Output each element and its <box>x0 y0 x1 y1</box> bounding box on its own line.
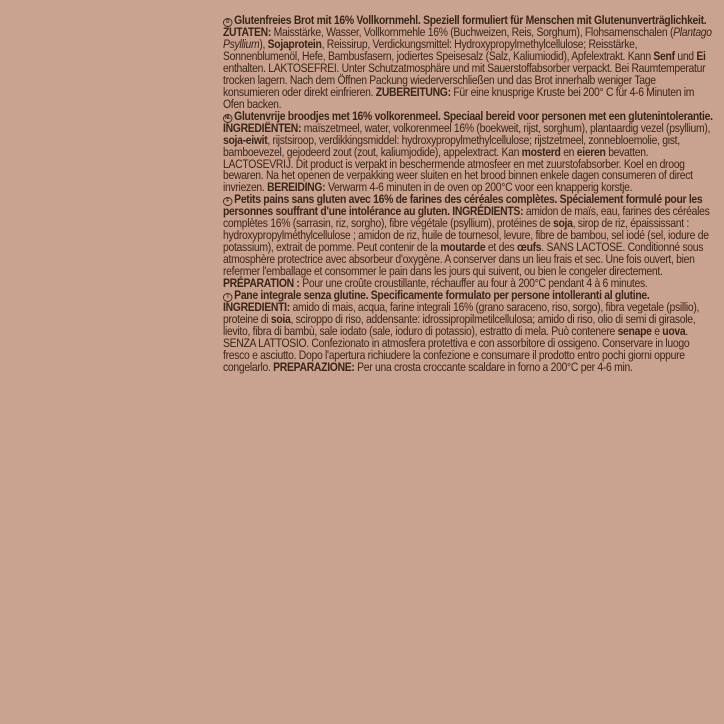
allergen-senape-it: senape <box>617 323 652 338</box>
language-badge-it: I <box>223 293 232 302</box>
allergen-ei-de: Ei <box>696 48 706 63</box>
ingredients-heading-de: ZUTATEN: <box>223 25 272 39</box>
conj-en: en <box>560 144 577 159</box>
ingredients-text-it-3: . SENZA LATTOSIO. Confezionato in atmosfera protettiva e con assorbitore di ossigeno. Conservare in luogo fresco e asciutto. Dopo l'apertura richiudere la confezione e consumare il prodotto entro pochi giorni oppure congelarlo. <box>223 323 690 374</box>
allergen-uova-it: uova <box>662 323 686 338</box>
allergen-oeufs-fr: œufs <box>517 240 542 255</box>
ingredients-text-de-1: Maisstärke, Wasser, Vollkornmehle 16% (Buchweizen, Reis, Sorghum), Flohsamenschalen ( <box>271 25 674 39</box>
ingredients-text-nl-3: bevatten. LACTOSEVRIJ. Dit product is verpakt in beschermende atmosfeer en met zuurstofabsorber. Koel en droog bewaren. Na het openen de verpakking weer sluiten en het brood binnen enkele dagen consumeren of direct invriezen. <box>223 144 693 195</box>
preparation-heading-de: ZUBEREITUNG: <box>375 84 451 99</box>
section-nl <box>223 108 713 195</box>
preparation-text-fr: Pour une croûte croustillante, réchauffer au four à 200°C pendant 4 à 6 minutes. <box>299 276 648 291</box>
intro-fr: Petits pains sans gluten avec 16% de farines des céréales complètes. Spécialement formulé pour les personnes souffrant d'une intolérance au gluten. <box>223 192 703 219</box>
ingredients-text-nl-1: maïszetmeel, water, volkorenmeel 16% (boekweit, rijst, sorghum), plantaardig vezel (psyllium), <box>301 120 711 135</box>
language-badge-de: D <box>223 18 232 27</box>
ingredients-text-de-4: enthalten. LAKTOSEFREI. Unter Schutzatmosphäre und mit Sauerstoffabsorber verpackt. Bei Raumtemperatur trocken lagern. Nach dem Öffnen Packung wiederverschließen und das Brot innerhalb weniger Tage konsumieren oder direkt einfrieren. <box>223 60 706 99</box>
allergen-soja-nl: soja-eiwit <box>223 132 268 147</box>
conj-und: und <box>674 48 697 63</box>
allergen-soia-it: soia <box>270 312 291 327</box>
preparation-heading-it: PREPARAZIONE: <box>273 359 355 374</box>
intro-de: Glutenfreies Brot mit 16% Vollkornmehl. Speziell formuliert für Menschen mit Glutenunverträglichkeit. <box>234 13 707 27</box>
ingredients-heading-nl: INGREDIËNTEN: <box>223 120 302 135</box>
preparation-heading-fr: PRÉPARATION : <box>223 276 300 291</box>
preparation-heading-nl: BEREIDING: <box>267 180 326 195</box>
ingredient-label <box>223 15 713 374</box>
allergen-eieren-nl: eieren <box>576 144 606 159</box>
section-de <box>223 15 713 111</box>
ingredients-text-fr-2: , sirop de riz, épaississant : hydroxypropylméthylcellulose ; amidon de riz, huile de tournesol, levure, fibre de bambou, sel iodé (sel, iodure de potassium), extrait de pomme. Peut contenir de la <box>223 216 709 255</box>
ingredients-heading-it: INGREDIENTI: <box>223 300 290 315</box>
allergen-senf-de: Senf <box>653 48 675 63</box>
ingredients-text-nl-2: , rijstsiroop, verdikkingsmiddel: hydroxypropylmethylcellulose; rijstzetmeel, zonnebloemolie, gist, bamboevezel, gejodeerd zout (zout, kaliumjodide), appelextract. Kan <box>223 132 680 159</box>
preparation-text-it: Per una crosta croccante scaldare in forno a 200°C per 4-6 min. <box>354 359 633 374</box>
ingredients-heading-fr: INGRÉDIENTS: <box>452 204 524 219</box>
preparation-text-de: Für eine knusprige Kruste bei 200° C für 4-6 Minuten im Ofen backen. <box>223 84 695 111</box>
ingredients-text-fr-3: . SANS LACTOSE. Conditionné sous atmosphère protectrice avec absorbeur d'oxygène. A conserver dans un lieu frais et sec. Une fois ouvert, bien refermer l'emballage et consommer le pain dans les jours qui suivent, ou bien le congeler directement. <box>223 240 704 279</box>
ingredients-text-it-2: , sciroppo di riso, addensante: idrossipropilmetilcellulosa; amido di riso, olio di semi di girasole, lievito, fibra di bambù, sale iodato (sale, ioduro di potassio), estratto di mela. Può contenere <box>223 312 696 338</box>
conj-e: e <box>651 323 663 338</box>
allergen-soja-fr: soja <box>552 216 573 231</box>
allergen-mosterd-nl: mosterd <box>521 144 561 159</box>
ingredients-text-it-1: amido di mais, acqua, farine integrali 16% (grano saraceno, riso, sorgo), fibra vegetale (psillio), proteine di <box>223 300 700 327</box>
section-fr <box>223 194 713 290</box>
ingredients-text-de-2: ), <box>259 36 268 51</box>
intro-nl: Glutenvrije broodjes met 16% volkorenmeel. Speciaal bereid voor personen met een glutenintolerantie. <box>234 108 713 123</box>
ingredients-text-de-3: , Reissirup, Verdickungsmittel: Hydroxypropylmethylcellulose; Reisstärke, Sonnenblumenöl, Hefe, Bambusfasern, jodiertes Speisesalz (Salz, Kaliumiodid), Apfelextrakt. Kann <box>223 36 654 63</box>
allergen-moutarde-fr: moutarde <box>440 240 486 255</box>
section-it <box>223 290 713 374</box>
allergen-soja-de: Sojaprotein <box>267 36 322 51</box>
intro-it: Pane integrale senza glutine. Specificamente formulato per persone intolleranti al glutine. <box>234 288 650 303</box>
ingredients-plantago: Plantago Psyllium <box>223 25 712 51</box>
conj-et: et des <box>485 240 518 255</box>
language-badge-nl: NL <box>224 114 231 121</box>
ingredients-text-fr-1: amidon de maïs, eau, farines des céréales complètes 16% (sarrasin, riz, sorgho), fibre végétale (psyllium), protéines de <box>223 204 710 231</box>
language-badge-fr: F <box>223 197 232 206</box>
preparation-text-nl: Verwarm 4-6 minuten in de oven op 200°C voor een knapperig korstje. <box>325 180 633 195</box>
